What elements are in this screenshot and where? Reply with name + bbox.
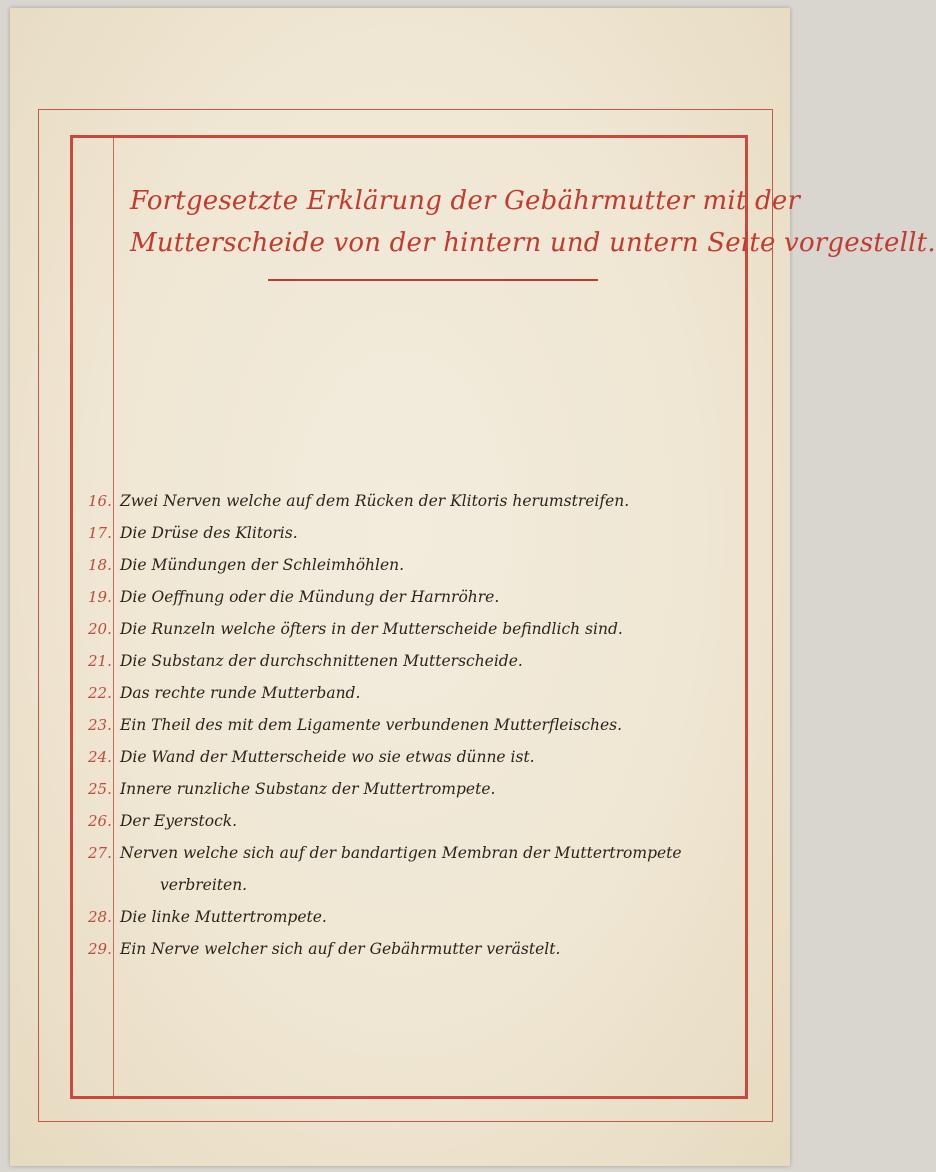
entry-text: Die Drüse des Klitoris. [120,524,298,542]
list-item [88,646,748,678]
entry-text: Innere runzliche Substanz der Muttertrompete. [120,780,496,798]
list-item [88,742,748,774]
title-line-2: Mutterscheide von der hintern und untern Seite vorgestellt. [130,228,936,258]
list-item [88,806,748,838]
entry-text-continuation: verbreiten. [160,876,248,894]
list-item [88,518,748,550]
list-item [88,582,748,614]
entry-list [88,486,748,966]
entry-number: 18. [88,556,112,574]
list-item [88,678,748,710]
entry-text: Das rechte runde Mutterband. [120,684,361,702]
entry-text: Die Wand der Mutterscheide wo sie etwas dünne ist. [120,748,535,766]
entry-number: 16. [88,492,112,510]
entry-text: Ein Nerve welcher sich auf der Gebährmutter verästelt. [120,940,561,958]
list-item [88,710,748,742]
entry-number: 24. [88,748,112,766]
entry-text: Die Runzeln welche öfters in der Mutterscheide befindlich sind. [120,620,623,638]
page-title [130,180,936,264]
entry-text: Die Oeffnung oder die Mündung der Harnröhre. [120,588,500,606]
list-item [88,934,748,966]
entry-number: 25. [88,780,112,798]
title-underline [268,279,598,281]
manuscript-page [10,8,936,1166]
list-item [88,838,748,902]
entry-number: 21. [88,652,112,670]
entry-number: 22. [88,684,112,702]
entry-number: 26. [88,812,112,830]
entry-number: 28. [88,908,112,926]
entry-text: Die Substanz der durchschnittenen Mutterscheide. [120,652,523,670]
entry-number: 17. [88,524,112,542]
entry-number: 19. [88,588,112,606]
entry-text: Zwei Nerven welche auf dem Rücken der Klitoris herumstreifen. [120,492,630,510]
entry-text: Nerven welche sich auf der bandartigen Membran der Muttertrompete [120,844,682,862]
entry-text: Der Eyerstock. [120,812,238,830]
list-item [88,614,748,646]
entry-number: 27. [88,844,112,862]
entry-number: 20. [88,620,112,638]
title-line-1: Fortgesetzte Erklärung der Gebährmutter mit der [130,186,801,216]
entry-text: Die linke Muttertrompete. [120,908,327,926]
entry-text: Ein Theil des mit dem Ligamente verbundenen Mutterfleisches. [120,716,623,734]
list-item [88,774,748,806]
list-item [88,486,748,518]
entry-text: Die Mündungen der Schleimhöhlen. [120,556,405,574]
list-item [88,902,748,934]
entry-number: 23. [88,716,112,734]
entry-number: 29. [88,940,112,958]
list-item [88,550,748,582]
